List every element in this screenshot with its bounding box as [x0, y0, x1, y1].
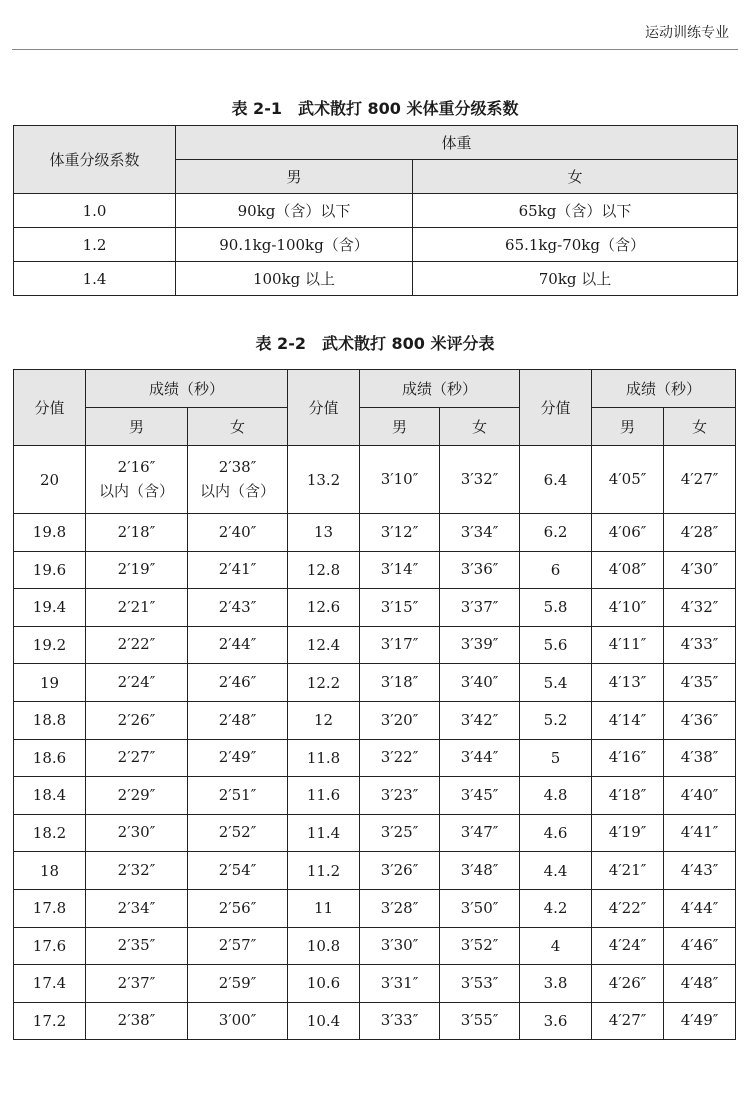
table-row [14, 194, 738, 228]
female-weight-cell: 70kg 以上 [413, 262, 738, 296]
male-time-cell: 3′28″ [360, 889, 440, 927]
female-time-cell: 2′57″ [188, 927, 288, 965]
female-time-cell: 4′43″ [664, 852, 736, 890]
score-cell: 5.4 [520, 664, 592, 702]
female-time-cell: 3′50″ [440, 889, 520, 927]
male-time-cell: 2′34″ [86, 889, 188, 927]
male-weight-cell: 90.1kg-100kg（含） [176, 228, 413, 262]
female-time-cell: 4′33″ [664, 626, 736, 664]
male-time-cell: 3′10″ [360, 446, 440, 514]
score-cell: 3.8 [520, 965, 592, 1003]
male-time-cell: 4′06″ [592, 514, 664, 552]
table-row [14, 664, 736, 702]
female-time-cell: 2′54″ [188, 852, 288, 890]
table-row [14, 589, 736, 627]
score-cell: 18.4 [14, 777, 86, 815]
female-time-cell: 3′45″ [440, 777, 520, 815]
male-weight-cell: 90kg（含）以下 [176, 194, 413, 228]
table-row [14, 927, 736, 965]
score-cell: 5 [520, 739, 592, 777]
male-time-cell: 2′35″ [86, 927, 188, 965]
female-time-cell: 4′49″ [664, 1002, 736, 1040]
male-time-cell: 4′19″ [592, 814, 664, 852]
female-time-cell: 3′52″ [440, 927, 520, 965]
table-row [14, 701, 736, 739]
male-time-cell: 4′16″ [592, 739, 664, 777]
score-cell: 19.4 [14, 589, 86, 627]
female-time-cell: 2′56″ [188, 889, 288, 927]
female-time-cell: 3′36″ [440, 551, 520, 589]
male-time-cell: 4′26″ [592, 965, 664, 1003]
score-cell: 19.6 [14, 551, 86, 589]
male-time-cell: 4′13″ [592, 664, 664, 702]
male-time-cell: 2′29″ [86, 777, 188, 815]
female-time-cell: 4′40″ [664, 777, 736, 815]
male-time-cell: 3′12″ [360, 514, 440, 552]
male-time-cell: 3′15″ [360, 589, 440, 627]
score-cell: 19.2 [14, 626, 86, 664]
female-time-cell: 2′44″ [188, 626, 288, 664]
male-time-cell: 3′20″ [360, 701, 440, 739]
female-time-cell: 3′37″ [440, 589, 520, 627]
female-time-cell: 4′32″ [664, 589, 736, 627]
male-time-cell: 2′26″ [86, 701, 188, 739]
score-cell: 17.4 [14, 965, 86, 1003]
male-time-cell: 3′33″ [360, 1002, 440, 1040]
score-cell: 18 [14, 852, 86, 890]
page-header-tag: 运动训练专业 [645, 25, 729, 41]
table-row [14, 852, 736, 890]
male-time-cell: 4′18″ [592, 777, 664, 815]
male-time-cell: 4′08″ [592, 551, 664, 589]
female-time-cell: 4′35″ [664, 664, 736, 702]
male-time-cell: 3′22″ [360, 739, 440, 777]
score-cell: 20 [14, 446, 86, 514]
header-rule [12, 49, 738, 50]
female-time-cell: 4′41″ [664, 814, 736, 852]
male-time-cell: 2′30″ [86, 814, 188, 852]
female-time-cell: 3′34″ [440, 514, 520, 552]
female-time-cell: 4′27″ [664, 446, 736, 514]
male-time-cell: 2′32″ [86, 852, 188, 890]
male-time-cell: 4′11″ [592, 626, 664, 664]
female-weight-cell: 65kg（含）以下 [413, 194, 738, 228]
female-time-cell: 3′55″ [440, 1002, 520, 1040]
score-cell: 12.8 [288, 551, 360, 589]
score-cell: 4.2 [520, 889, 592, 927]
score-cell: 12.6 [288, 589, 360, 627]
score-cell: 10.8 [288, 927, 360, 965]
score-cell: 12.4 [288, 626, 360, 664]
header-male: 男 [176, 160, 413, 194]
score-cell: 12.2 [288, 664, 360, 702]
female-time-cell: 2′46″ [188, 664, 288, 702]
score-cell: 13.2 [288, 446, 360, 514]
table2-caption: 表 2-2 武术散打 800 米评分表 [255, 334, 495, 353]
header-female: 女 [188, 408, 288, 446]
female-time-cell: 2′59″ [188, 965, 288, 1003]
male-weight-cell: 100kg 以上 [176, 262, 413, 296]
table-row [14, 626, 736, 664]
male-time-cell: 3′31″ [360, 965, 440, 1003]
header-score: 分值 [14, 370, 86, 446]
male-time-cell: 3′23″ [360, 777, 440, 815]
coefficient-cell: 1.0 [14, 194, 176, 228]
header-result: 成绩（秒） [360, 370, 520, 408]
score-cell: 6 [520, 551, 592, 589]
score-cell: 19.8 [14, 514, 86, 552]
score-cell: 17.8 [14, 889, 86, 927]
table-row [14, 551, 736, 589]
weight-coefficient-table [13, 125, 738, 296]
score-cell: 4.4 [520, 852, 592, 890]
header-male: 男 [360, 408, 440, 446]
female-time-cell: 2′41″ [188, 551, 288, 589]
female-time-cell: 3′39″ [440, 626, 520, 664]
female-time-cell: 2′52″ [188, 814, 288, 852]
female-time-cell: 3′53″ [440, 965, 520, 1003]
female-time-cell: 2′38″ 以内（含） [188, 446, 288, 514]
score-cell: 3.6 [520, 1002, 592, 1040]
male-time-cell: 3′18″ [360, 664, 440, 702]
male-time-cell: 4′05″ [592, 446, 664, 514]
male-time-cell: 4′22″ [592, 889, 664, 927]
score-cell: 6.2 [520, 514, 592, 552]
female-time-cell: 4′30″ [664, 551, 736, 589]
score-cell: 18.6 [14, 739, 86, 777]
male-time-cell: 4′10″ [592, 589, 664, 627]
male-time-cell: 2′16″ 以内（含） [86, 446, 188, 514]
table-row [14, 228, 738, 262]
score-cell: 11 [288, 889, 360, 927]
score-cell: 12 [288, 701, 360, 739]
male-time-cell: 2′22″ [86, 626, 188, 664]
female-time-cell: 3′32″ [440, 446, 520, 514]
male-time-cell: 2′27″ [86, 739, 188, 777]
female-time-cell: 2′51″ [188, 777, 288, 815]
male-time-cell: 4′27″ [592, 1002, 664, 1040]
score-cell: 19 [14, 664, 86, 702]
female-time-cell: 4′38″ [664, 739, 736, 777]
header-result: 成绩（秒） [86, 370, 288, 408]
table-row [14, 814, 736, 852]
score-cell: 5.6 [520, 626, 592, 664]
male-time-cell: 4′24″ [592, 927, 664, 965]
male-time-cell: 4′14″ [592, 701, 664, 739]
score-cell: 6.4 [520, 446, 592, 514]
male-time-cell: 4′21″ [592, 852, 664, 890]
male-time-cell: 2′21″ [86, 589, 188, 627]
header-score: 分值 [288, 370, 360, 446]
score-cell: 18.8 [14, 701, 86, 739]
male-time-cell: 3′14″ [360, 551, 440, 589]
male-time-cell: 2′37″ [86, 965, 188, 1003]
female-time-cell: 4′48″ [664, 965, 736, 1003]
score-cell: 10.4 [288, 1002, 360, 1040]
header-score: 分值 [520, 370, 592, 446]
table-row [14, 514, 736, 552]
score-cell: 10.6 [288, 965, 360, 1003]
female-time-cell: 4′46″ [664, 927, 736, 965]
header-female: 女 [664, 408, 736, 446]
female-time-cell: 3′42″ [440, 701, 520, 739]
female-time-cell: 2′40″ [188, 514, 288, 552]
score-cell: 17.6 [14, 927, 86, 965]
score-cell: 4 [520, 927, 592, 965]
female-time-cell: 4′28″ [664, 514, 736, 552]
table-row [14, 889, 736, 927]
header-female: 女 [413, 160, 738, 194]
female-time-cell: 4′44″ [664, 889, 736, 927]
score-cell: 11.8 [288, 739, 360, 777]
female-time-cell: 3′48″ [440, 852, 520, 890]
female-time-cell: 3′00″ [188, 1002, 288, 1040]
score-cell: 4.8 [520, 777, 592, 815]
table-row [14, 965, 736, 1003]
female-time-cell: 2′48″ [188, 701, 288, 739]
score-cell: 5.2 [520, 701, 592, 739]
male-time-cell: 2′24″ [86, 664, 188, 702]
male-time-cell: 3′30″ [360, 927, 440, 965]
male-time-cell: 3′17″ [360, 626, 440, 664]
score-table [13, 369, 736, 1040]
coefficient-cell: 1.4 [14, 262, 176, 296]
table-row [14, 777, 736, 815]
header-male: 男 [592, 408, 664, 446]
header-coefficient: 体重分级系数 [14, 126, 176, 194]
score-cell: 11.4 [288, 814, 360, 852]
male-time-cell: 3′25″ [360, 814, 440, 852]
score-cell: 11.6 [288, 777, 360, 815]
coefficient-cell: 1.2 [14, 228, 176, 262]
score-cell: 11.2 [288, 852, 360, 890]
table-row [14, 1002, 736, 1040]
female-weight-cell: 65.1kg-70kg（含） [413, 228, 738, 262]
score-cell: 5.8 [520, 589, 592, 627]
female-time-cell: 3′47″ [440, 814, 520, 852]
score-cell: 13 [288, 514, 360, 552]
female-time-cell: 2′49″ [188, 739, 288, 777]
table-row [14, 739, 736, 777]
male-time-cell: 2′38″ [86, 1002, 188, 1040]
table-row [14, 262, 738, 296]
header-result: 成绩（秒） [592, 370, 736, 408]
header-female: 女 [440, 408, 520, 446]
header-weight: 体重 [176, 126, 738, 160]
female-time-cell: 3′44″ [440, 739, 520, 777]
female-time-cell: 3′40″ [440, 664, 520, 702]
score-cell: 17.2 [14, 1002, 86, 1040]
table-row [14, 446, 736, 514]
male-time-cell: 2′19″ [86, 551, 188, 589]
male-time-cell: 2′18″ [86, 514, 188, 552]
female-time-cell: 4′36″ [664, 701, 736, 739]
header-male: 男 [86, 408, 188, 446]
score-cell: 4.6 [520, 814, 592, 852]
score-cell: 18.2 [14, 814, 86, 852]
male-time-cell: 3′26″ [360, 852, 440, 890]
female-time-cell: 2′43″ [188, 589, 288, 627]
table1-caption: 表 2-1 武术散打 800 米体重分级系数 [231, 99, 519, 118]
